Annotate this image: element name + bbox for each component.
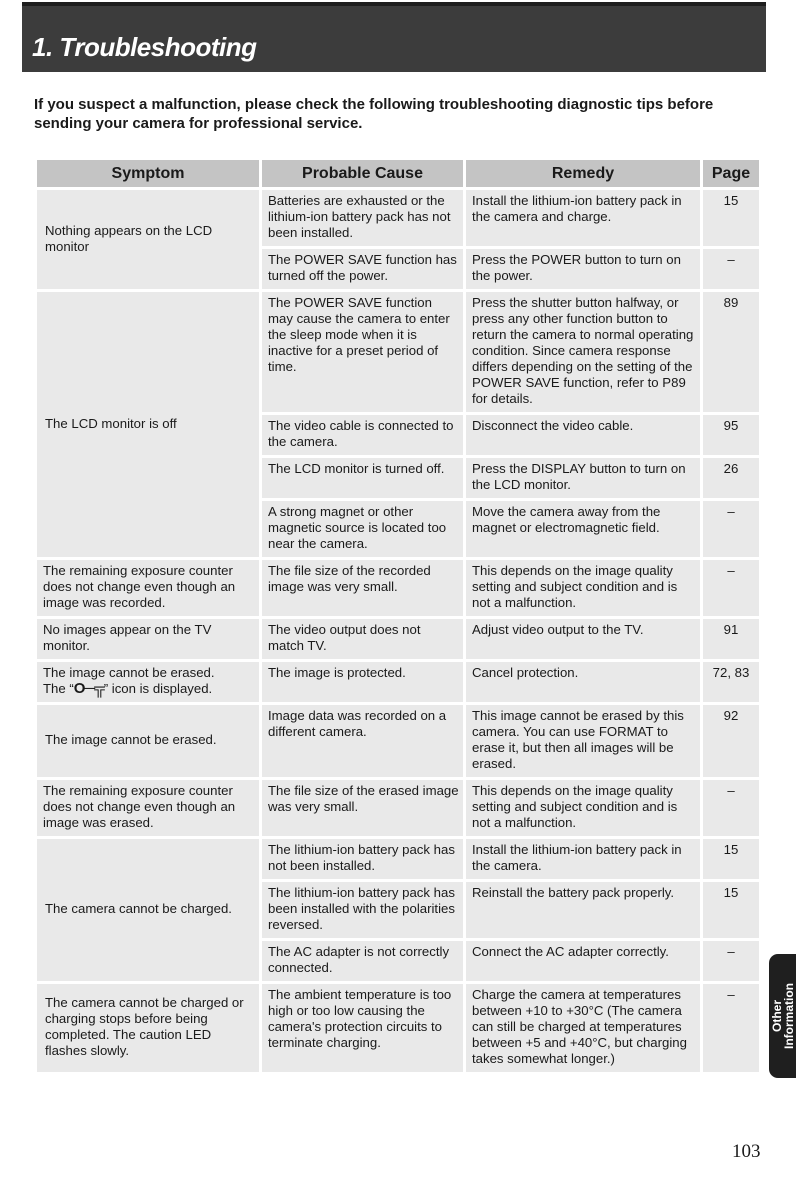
quote-open: The “ — [43, 681, 74, 696]
symptom-cell: The LCD monitor is off — [37, 292, 259, 557]
page-cell: 89 — [703, 292, 759, 412]
section-title: 1. Troubleshooting — [32, 32, 257, 62]
remedy-cell: This depends on the image quality setting and subject condition and is not a malfunction. — [466, 780, 700, 836]
remedy-cell: Reinstall the battery pack properly. — [466, 882, 700, 938]
table-row — [37, 984, 759, 1072]
page-cell: – — [703, 780, 759, 836]
section-title-bar — [22, 2, 766, 72]
side-tab-line1: Other — [769, 1000, 784, 1033]
page-cell: 92 — [703, 705, 759, 777]
page-number: 103 — [732, 1141, 761, 1162]
symptom-line: The image cannot be erased. — [43, 665, 215, 680]
cause-cell: The ambient temperature is too high or too low causing the camera's protection circuits to terminate charging. — [262, 984, 463, 1072]
remedy-cell: Cancel protection. — [466, 662, 700, 702]
symptom-cell: No images appear on the TV monitor. — [37, 619, 259, 659]
cause-cell: The file size of the erased image was very small. — [262, 780, 463, 836]
remedy-cell: Press the shutter button halfway, or press any other function button to return the camera to normal operating condition. Since camera response differs depending on the setting of the POWER SAVE function, refer to P89 for details. — [466, 292, 700, 412]
symptom-cell: Nothing appears on the LCD monitor — [37, 190, 259, 289]
cause-cell: The AC adapter is not correctly connected. — [262, 941, 463, 981]
remedy-cell: Adjust video output to the TV. — [466, 619, 700, 659]
troubleshooting-table — [34, 157, 762, 1075]
symptom-cell: The camera cannot be charged. — [37, 839, 259, 981]
page-cell: – — [703, 249, 759, 289]
page-cell: 91 — [703, 619, 759, 659]
cause-cell: The POWER SAVE function has turned off the power. — [262, 249, 463, 289]
page-cell: 15 — [703, 190, 759, 246]
key-icon: O─╦ — [73, 680, 104, 697]
symptom-cell: The camera cannot be charged or charging stops before being completed. The caution LED flashes slowly. — [37, 984, 259, 1072]
remedy-cell: Press the DISPLAY button to turn on the LCD monitor. — [466, 458, 700, 498]
cause-cell: The lithium-ion battery pack has not been installed. — [262, 839, 463, 879]
table-row — [37, 839, 759, 879]
remedy-cell: Connect the AC adapter correctly. — [466, 941, 700, 981]
cause-cell: The image is protected. — [262, 662, 463, 702]
table-header-row — [37, 160, 759, 187]
page-cell: 72, 83 — [703, 662, 759, 702]
page-cell: – — [703, 501, 759, 557]
cause-cell: The LCD monitor is turned off. — [262, 458, 463, 498]
cause-cell: The video cable is connected to the camera. — [262, 415, 463, 455]
remedy-cell: This image cannot be erased by this camera. You can use FORMAT to erase it, but then all images will be erased. — [466, 705, 700, 777]
remedy-cell: This depends on the image quality setting and subject condition and is not a malfunction. — [466, 560, 700, 616]
symptom-cell — [37, 662, 259, 702]
page-cell: 15 — [703, 882, 759, 938]
remedy-cell: Move the camera away from the magnet or electromagnetic field. — [466, 501, 700, 557]
cause-cell: Batteries are exhausted or the lithium-ion battery pack has not been installed. — [262, 190, 463, 246]
cause-cell: The file size of the recorded image was very small. — [262, 560, 463, 616]
cause-cell: Image data was recorded on a different camera. — [262, 705, 463, 777]
cause-cell: The POWER SAVE function may cause the camera to enter the sleep mode when it is inactive for a preset period of time. — [262, 292, 463, 412]
remedy-cell: Disconnect the video cable. — [466, 415, 700, 455]
remedy-cell: Charge the camera at temperatures between +10 to +30°C (The camera can still be charged at temperatures between +5 and +40°C, but charging takes somewhat longer.) — [466, 984, 700, 1072]
remedy-cell: Install the lithium-ion battery pack in the camera. — [466, 839, 700, 879]
symptom-line — [43, 681, 255, 697]
page-cell: – — [703, 560, 759, 616]
intro-text: If you suspect a malfunction, please check the following troubleshooting diagnostic tips before sending your camera for professional service. — [34, 96, 714, 132]
symptom-cell: The remaining exposure counter does not change even though an image was erased. — [37, 780, 259, 836]
page-cell: 15 — [703, 839, 759, 879]
header-symptom: Symptom — [37, 160, 259, 187]
symptom-cell: The remaining exposure counter does not change even though an image was recorded. — [37, 560, 259, 616]
cause-cell: A strong magnet or other magnetic source is located too near the camera. — [262, 501, 463, 557]
header-page: Page — [703, 160, 759, 187]
table-row — [37, 560, 759, 616]
header-remedy: Remedy — [466, 160, 700, 187]
side-tab-label — [771, 983, 795, 1049]
table-row — [37, 190, 759, 246]
page-cell: – — [703, 941, 759, 981]
table-row — [37, 705, 759, 777]
page-cell: 26 — [703, 458, 759, 498]
cause-cell: The lithium-ion battery pack has been installed with the polarities reversed. — [262, 882, 463, 938]
symptom-cell: The image cannot be erased. — [37, 705, 259, 777]
table-row — [37, 619, 759, 659]
remedy-cell: Press the POWER button to turn on the power. — [466, 249, 700, 289]
quote-close: ” icon is displayed. — [103, 681, 213, 696]
header-probable-cause: Probable Cause — [262, 160, 463, 187]
table-row — [37, 292, 759, 412]
page-cell: – — [703, 984, 759, 1072]
cause-cell: The video output does not match TV. — [262, 619, 463, 659]
remedy-cell: Install the lithium-ion battery pack in the camera and charge. — [466, 190, 700, 246]
side-tab-line2: Information — [781, 983, 796, 1049]
table-row — [37, 780, 759, 836]
table-row — [37, 662, 759, 702]
page-cell: 95 — [703, 415, 759, 455]
section-side-tab[interactable] — [769, 954, 796, 1078]
